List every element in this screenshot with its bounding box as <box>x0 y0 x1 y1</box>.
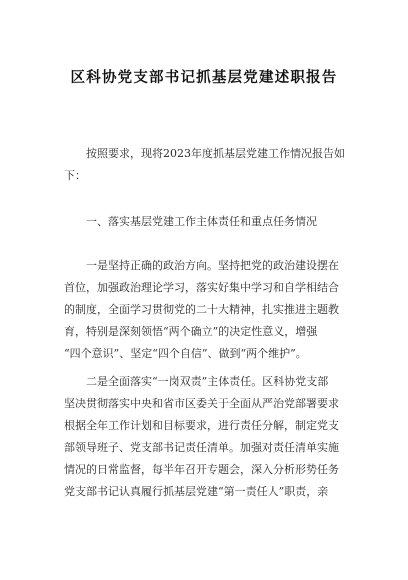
paragraph-line: 的制度，全面学习贯彻党的二十大精神，扎实推进主题教 <box>64 303 339 316</box>
paragraph-line: 党支部书记认真履行抓基层党建“第一责任人”职责，亲 <box>64 485 329 498</box>
paragraph-line: “四个意识”、坚定“四个自信”、做到“两个维护”。 <box>64 347 307 360</box>
paragraph-line: 一是坚持正确的政治方向。坚持把党的政治建设摆在 <box>86 259 339 272</box>
section-heading-text: 一、落实基层党建工作主体责任和重点任务情况 <box>86 215 317 228</box>
section-heading <box>64 211 360 233</box>
intro-line: 按照要求，现将2023年度抓基层党建工作情况报告如 <box>86 147 345 160</box>
paragraph-two <box>64 371 360 503</box>
paragraph-line: 育，特别是深刻领悟“两个确立”的决定性意义，增强 <box>64 325 318 338</box>
paragraph-line: 情况的日常监督，每半年召开专题会，深入分析形势任务 <box>64 463 339 476</box>
paragraph-line: 首位，加强政治理论学习，落实好集中学习和自学相结合 <box>64 281 339 294</box>
paragraph-line: 根据全年工作计划和目标要求，进行责任分解，制定党支 <box>64 419 339 432</box>
paragraph-line: 坚决贯彻落实中央和省市区委关于全面从严治党部署要求 <box>64 397 339 410</box>
paragraph-line: 部领导班子、党支部书记责任清单。加强对责任清单实施 <box>64 441 339 454</box>
paragraph-line: 二是全面落实“一岗双责”主体责任。区科协党支部 <box>86 375 329 388</box>
paragraph-one <box>64 255 360 365</box>
document-title: 区科协党支部书记抓基层党建述职报告 <box>70 69 338 86</box>
intro-paragraph <box>64 143 360 187</box>
intro-line: 下： <box>64 169 86 182</box>
